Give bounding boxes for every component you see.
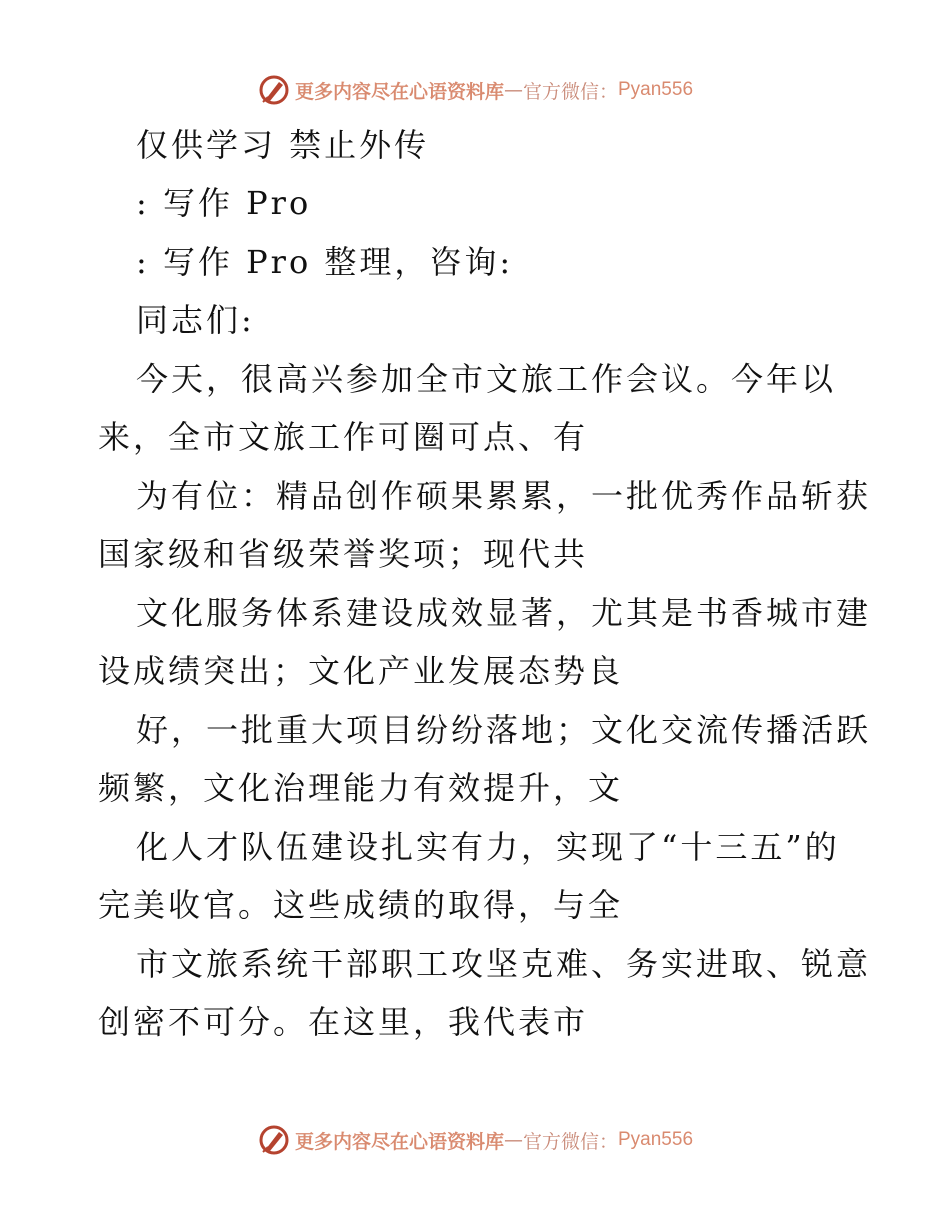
doc-line: 仅供学习 禁止外传	[136, 126, 430, 164]
doc-line: 同志们:	[136, 301, 255, 339]
quill-logo-icon	[257, 1123, 291, 1157]
banner-wechat-id: Pyan556	[618, 1129, 694, 1150]
doc-line: : 写作 Pro	[136, 184, 312, 222]
banner-dash: —	[503, 79, 523, 101]
doc-line: 频繁，文化治理能力有效提升，文	[98, 769, 624, 807]
quill-logo-icon	[257, 73, 291, 107]
doc-line: 设成绩突出；文化产业发展态势良	[98, 652, 624, 690]
doc-line: 为有位：精品创作硕果累累，一批优秀作品斩获	[136, 477, 872, 515]
doc-line: 今天，很高兴参加全市文旅工作会议。今年以	[136, 360, 837, 398]
banner-dash: —	[503, 1129, 523, 1151]
banner-main-text: 更多内容尽在心语资料库	[294, 1130, 504, 1153]
footer-watermark-banner	[0, 1120, 950, 1160]
doc-line: : 写作 Pro 整理，咨询:	[136, 243, 514, 281]
doc-line: 市文旅系统干部职工攻坚克难、务实进取、锐意	[136, 945, 872, 983]
doc-line: 来，全市文旅工作可圈可点、有	[98, 418, 589, 456]
doc-line: 完美收官。这些成绩的取得，与全	[98, 886, 624, 924]
banner-subtitle: 官方微信：	[522, 1130, 618, 1153]
banner-subtitle: 官方微信：	[522, 80, 618, 103]
doc-line: 国家级和省级荣誉奖项；现代共	[98, 535, 589, 573]
doc-line: 创密不可分。在这里，我代表市	[98, 1003, 589, 1041]
doc-line: 文化服务体系建设成效显著，尤其是书香城市建	[136, 594, 872, 632]
doc-line: 好，一批重大项目纷纷落地；文化交流传播活跃	[136, 711, 872, 749]
doc-line: 化人才队伍建设扎实有力，实现了“十三五”的	[136, 828, 840, 866]
banner-main-text: 更多内容尽在心语资料库	[294, 80, 504, 103]
header-watermark-banner	[0, 70, 950, 110]
banner-wechat-id: Pyan556	[618, 79, 694, 100]
